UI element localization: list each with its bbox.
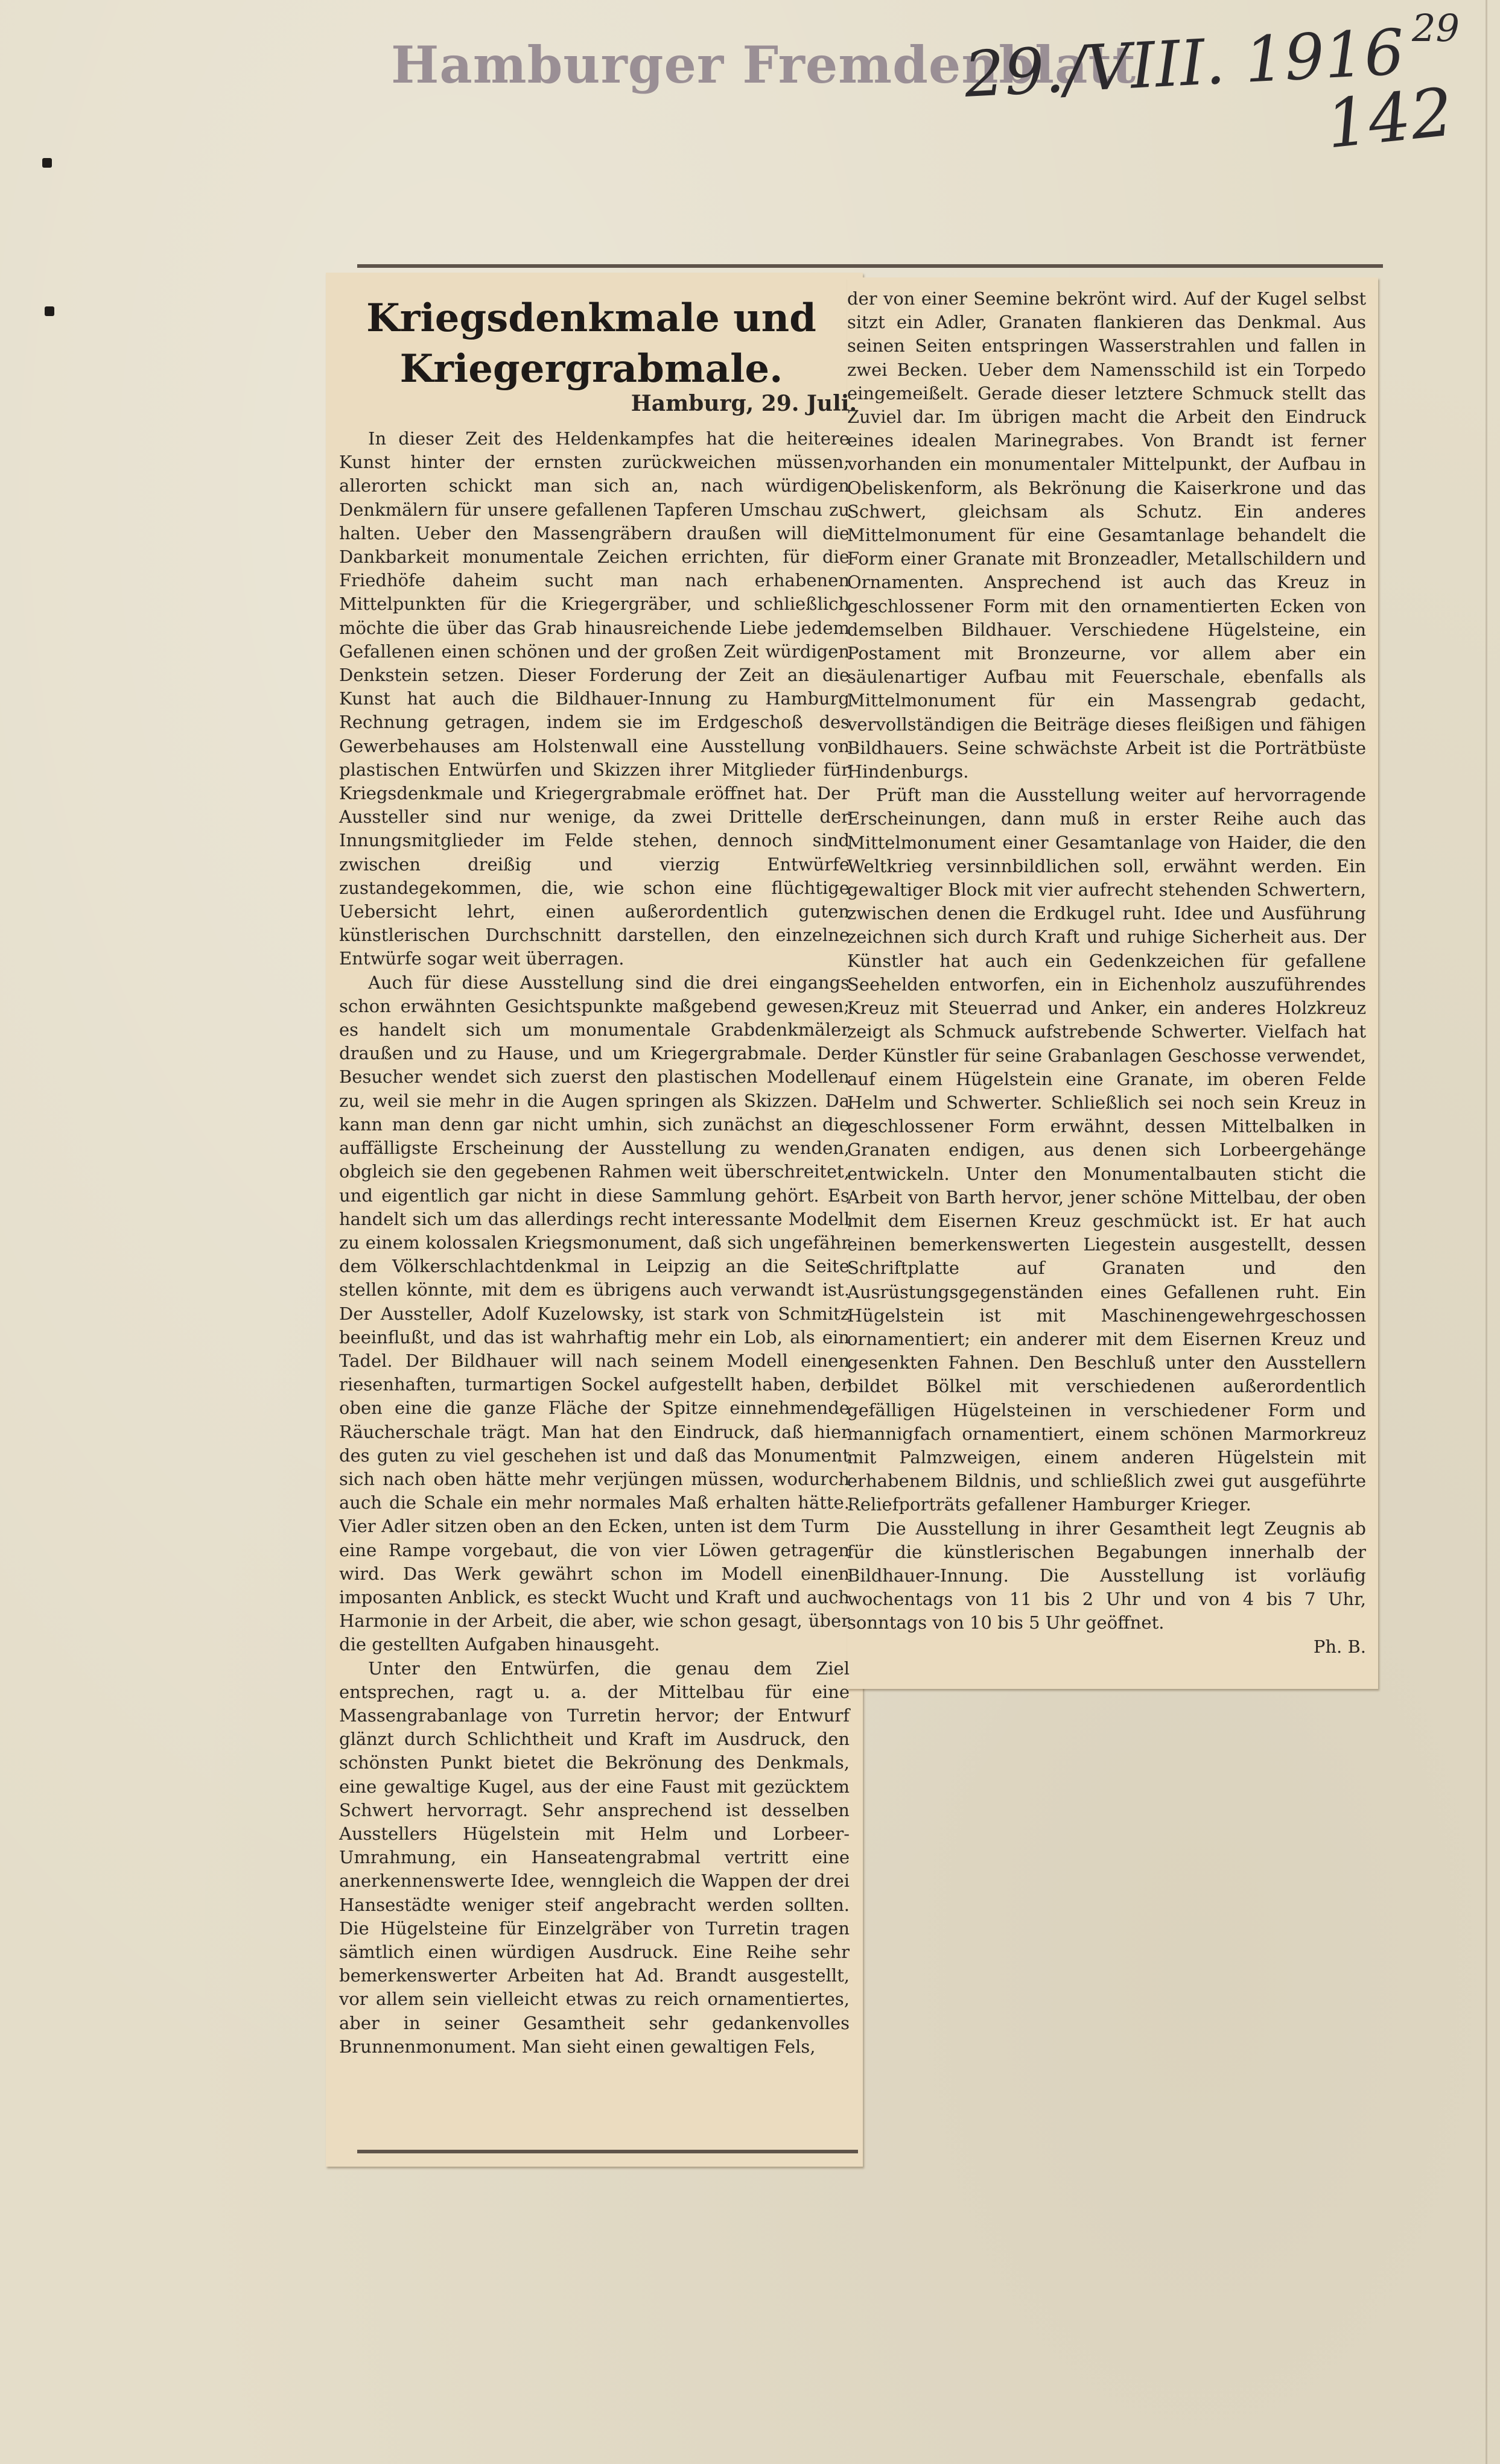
clipping-bottom-rule (357, 2150, 858, 2153)
handwritten-date: 29./VIII. 1916 (962, 14, 1406, 112)
article-paragraph: der von einer Seemine bekrönt wird. Auf der Kugel selbst sitzt ein Adler, Granaten flankieren das Denkmal. Aus seinen Seiten entspringen Wasserstrahlen und fallen in zwei Becken. Ueber dem Namensschild ist ein Torpedo eingemeißelt. Gerade dieser letztere Schmuck stellt das Zuviel dar. Im übrigen macht die Arbeit den Eindruck eines idealen Marinegrabes. Von Brandt ist ferner vorhanden ein monumentaler Mittelpunkt, der Aufbau in Obeliskenform, als Bekrönung die Kaiserkrone und das Schwert, gleichsam als Schutz. Ein anderes Mittelmonument für eine Gesamtanlage behandelt die Form einer Granate mit Bronzeadler, Metallschildern und Ornamenten. Ansprechend ist auch das Kreuz in geschlossener Form mit den ornamentierten Ecken von demselben Bildhauer. Verschiedene Hügelsteine, ein Postament mit Bronzeurne, vor allem aber ein säulenartiger Aufbau mit Feuerschale, ebenfalls als Mittelmonument für ein Massengrab gedacht, vervollständigen die Beiträge dieses fleißigen und fähigen Bildhauers. Seine schwächste Arbeit ist die Porträtbüste Hindenburgs. (847, 288, 1366, 782)
punch-hole-bottom (45, 306, 54, 316)
newspaper-stamp: Hamburger Fremdenblatt (391, 35, 1137, 95)
clipping-top-rule (357, 264, 1383, 268)
archive-reference: 142 (1322, 73, 1457, 163)
sheet-edge (1486, 0, 1487, 2464)
article-right-column (847, 287, 1366, 1659)
article-dateline: Hamburg, 29. Juli. (631, 391, 857, 416)
article-paragraph: Die Ausstellung in ihrer Gesamtheit legt Zeugnis ab für die künstlerischen Begabungen innerhalb der Bildhauer-Innung. Die Ausstellung ist vorläufig wochentags von 11 bis 2 Uhr und von 4 bis 7 Uhr, sonntags von 10 bis 5 Uhr geöffnet. (847, 1518, 1366, 1633)
article-paragraph: In dieser Zeit des Heldenkampfes hat die heitere Kunst hinter der ernsten zurückweichen müssen; allerorten schickt man sich an, nach würdigen Denkmälern für unsere gefallenen Tapferen Umschau zu halten. Ueber den Massengräbern draußen will die Dankbarkeit monumentale Zeichen errichten, für die Friedhöfe daheim sucht man nach erhabenen Mittelpunkten für die Kriegergräber, und schließlich möchte die über das Grab hinausreichende Liebe jedem Gefallenen einen schönen und der großen Zeit würdigen Denkstein setzen. Dieser Forderung der Zeit an die Kunst hat auch die Bildhauer-Innung zu Hamburg Rechnung getragen, indem sie im Erdgeschoß des Gewerbehauses am Holstenwall eine Ausstellung von plastischen Entwürfen und Skizzen ihrer Mitglieder für Kriegsdenkmale und Kriegergrabmale eröffnet hat. Der Aussteller sind nur wenige, da zwei Drittelle der Innungsmitglieder im Felde stehen, dennoch sind zwischen dreißig und vierzig Entwürfe zustandegekommen, die, wie schon eine flüchtige Uebersicht lehrt, einen außerordentlich guten künstlerischen Durchschnitt darstellen, den einzelne Entwürfe sogar weit überragen. (339, 428, 850, 969)
author-signature: Ph. B. (1313, 1636, 1366, 1657)
article-paragraph: Auch für diese Ausstellung sind die drei eingangs schon erwähnten Gesichtspunkte maßgebend gewesen; es handelt sich um monumentale Grabdenkmäler draußen und zu Hause, und um Kriegergrabmale. Der Besucher wendet sich zuerst den plastischen Modellen zu, weil sie mehr in die Augen springen als Skizzen. Da kann man denn gar nicht umhin, sich zunächst an die auffälligste Erscheinung der Ausstellung zu wenden, obgleich sie den gegebenen Rahmen weit überschreitet, und eigentlich gar nicht in diese Sammlung gehört. Es handelt sich um das allerdings recht interessante Modell zu einem kolossalen Kriegsmonument, daß sich ungefähr dem Völkerschlachtdenkmal in Leipzig an die Seite stellen könnte, mit dem es übrigens auch verwandt ist. Der Aussteller, Adolf Kuzelowsky, ist stark von Schmitz beeinflußt, und das ist wahrhaftig mehr ein Lob, als ein Tadel. Der Bildhauer will nach seinem Modell einen riesenhaften, turmartigen Sockel aufgestellt haben, der oben eine die ganze Fläche der Spitze einnehmende Räucherschale trägt. Man hat den Eindruck, daß hier des guten zu viel geschehen ist und daß das Monument sich nach oben hätte mehr verjüngen müssen, wodurch auch die Schale ein mehr normales Maß erhalten hätte. Vier Adler sitzen oben an den Ecken, unten ist dem Turm eine Rampe vorgebaut, die von vier Löwen getragen wird. Das Werk gewährt schon im Modell einen imposanten Anblick, es steckt Wucht und Kraft und auch Harmonie in der Arbeit, die aber, wie schon gesagt, über die gestellten Aufgaben hinausgeht. (339, 972, 850, 1655)
article-paragraph: Prüft man die Ausstellung weiter auf hervorragende Erscheinungen, dann muß in erster Reihe auch das Mittelmonument einer Gesamtanlage von Haider, die den Weltkrieg versinnbildlichen soll, erwähnt werden. Ein gewaltiger Block mit vier aufrecht stehenden Schwertern, zwischen denen die Erdkugel ruht. Idee und Ausführung zeichnen sich durch Kraft und ruhige Sicherheit aus. Der Künstler hat auch ein Gedenkzeichen für gefallene Seehelden entworfen, ein in Eichenholz auszuführendes Kreuz mit Steuerrad und Anker, ein anderes Holzkreuz zeigt als Schmuck aufstrebende Schwerter. Vielfach hat der Künstler für seine Grabanlagen Geschosse verwendet, auf einem Hügelstein eine Granate, im oberen Felde Helm und Schwerter. Schließlich sei noch sein Kreuz in geschlossener Form erwähnt, dessen Mittelbalken in Granaten endigen, aus denen sich Lorbeergehänge entwickeln. Unter den Monumentalbauten sticht die Arbeit von Barth hervor, jener schöne Mittelbau, der oben mit dem Eisernen Kreuz geschmückt ist. Er hat auch einen bemerkenswerten Liegestein ausgestellt, dessen Schriftplatte auf Granaten und den Ausrüstungsgegenständen eines Gefallenen ruht. Ein Hügelstein ist mit Maschinengewehrgeschossen ornamentiert; ein anderer mit dem Eisernen Kreuz und gesenkten Fahnen. Den Beschluß unter den Ausstellern bildet Bölkel mit verschiedenen außerordentlich gefälligen Hügelsteinen in verschiedener Form und mannigfach ornamentiert, einem schönen Marmorkreuz mit Palmzweigen, einem anderen Hügelstein mit erhabenem Bildnis, und schließlich zwei gut ausgeführte Reliefporträts gefallener Hamburger Krieger. (847, 785, 1366, 1515)
article-headline: Kriegsdenkmale und Kriegergrabmale. (366, 296, 816, 391)
punch-hole-top (42, 158, 52, 168)
archive-page-number: 29 (1412, 6, 1460, 50)
article-left-column (339, 427, 850, 2059)
article-paragraph: Unter den Entwürfen, die genau dem Ziel entsprechen, ragt u. a. der Mittelbau für eine Massengrabanlage von Turretin hervor; der Entwurf glänzt durch Schlichtheit und Kraft im Ausdruck, den schönsten Punkt bietet die Bekrönung des Denkmals, eine gewaltige Kugel, aus der eine Faust mit gezücktem Schwert hervorragt. Sehr ansprechend ist desselben Ausstellers Hügelstein mit Helm und Lorbeer-Umrahmung, ein Hanseatengrabmal vertritt eine anerkennenswerte Idee, wenngleich die Wappen der drei Hansestädte weniger steif angebracht werden sollten. Die Hügelsteine für Einzelgräber von Turretin tragen sämtlich einen würdigen Ausdruck. Eine Reihe sehr bemerkenswerter Arbeiten hat Ad. Brandt ausgestellt, vor allem sein vielleicht etwas zu reich ornamentiertes, aber in seiner Gesamtheit sehr gedankenvolles Brunnenmonument. Man sieht einen gewaltigen Fels, (339, 1658, 850, 2057)
